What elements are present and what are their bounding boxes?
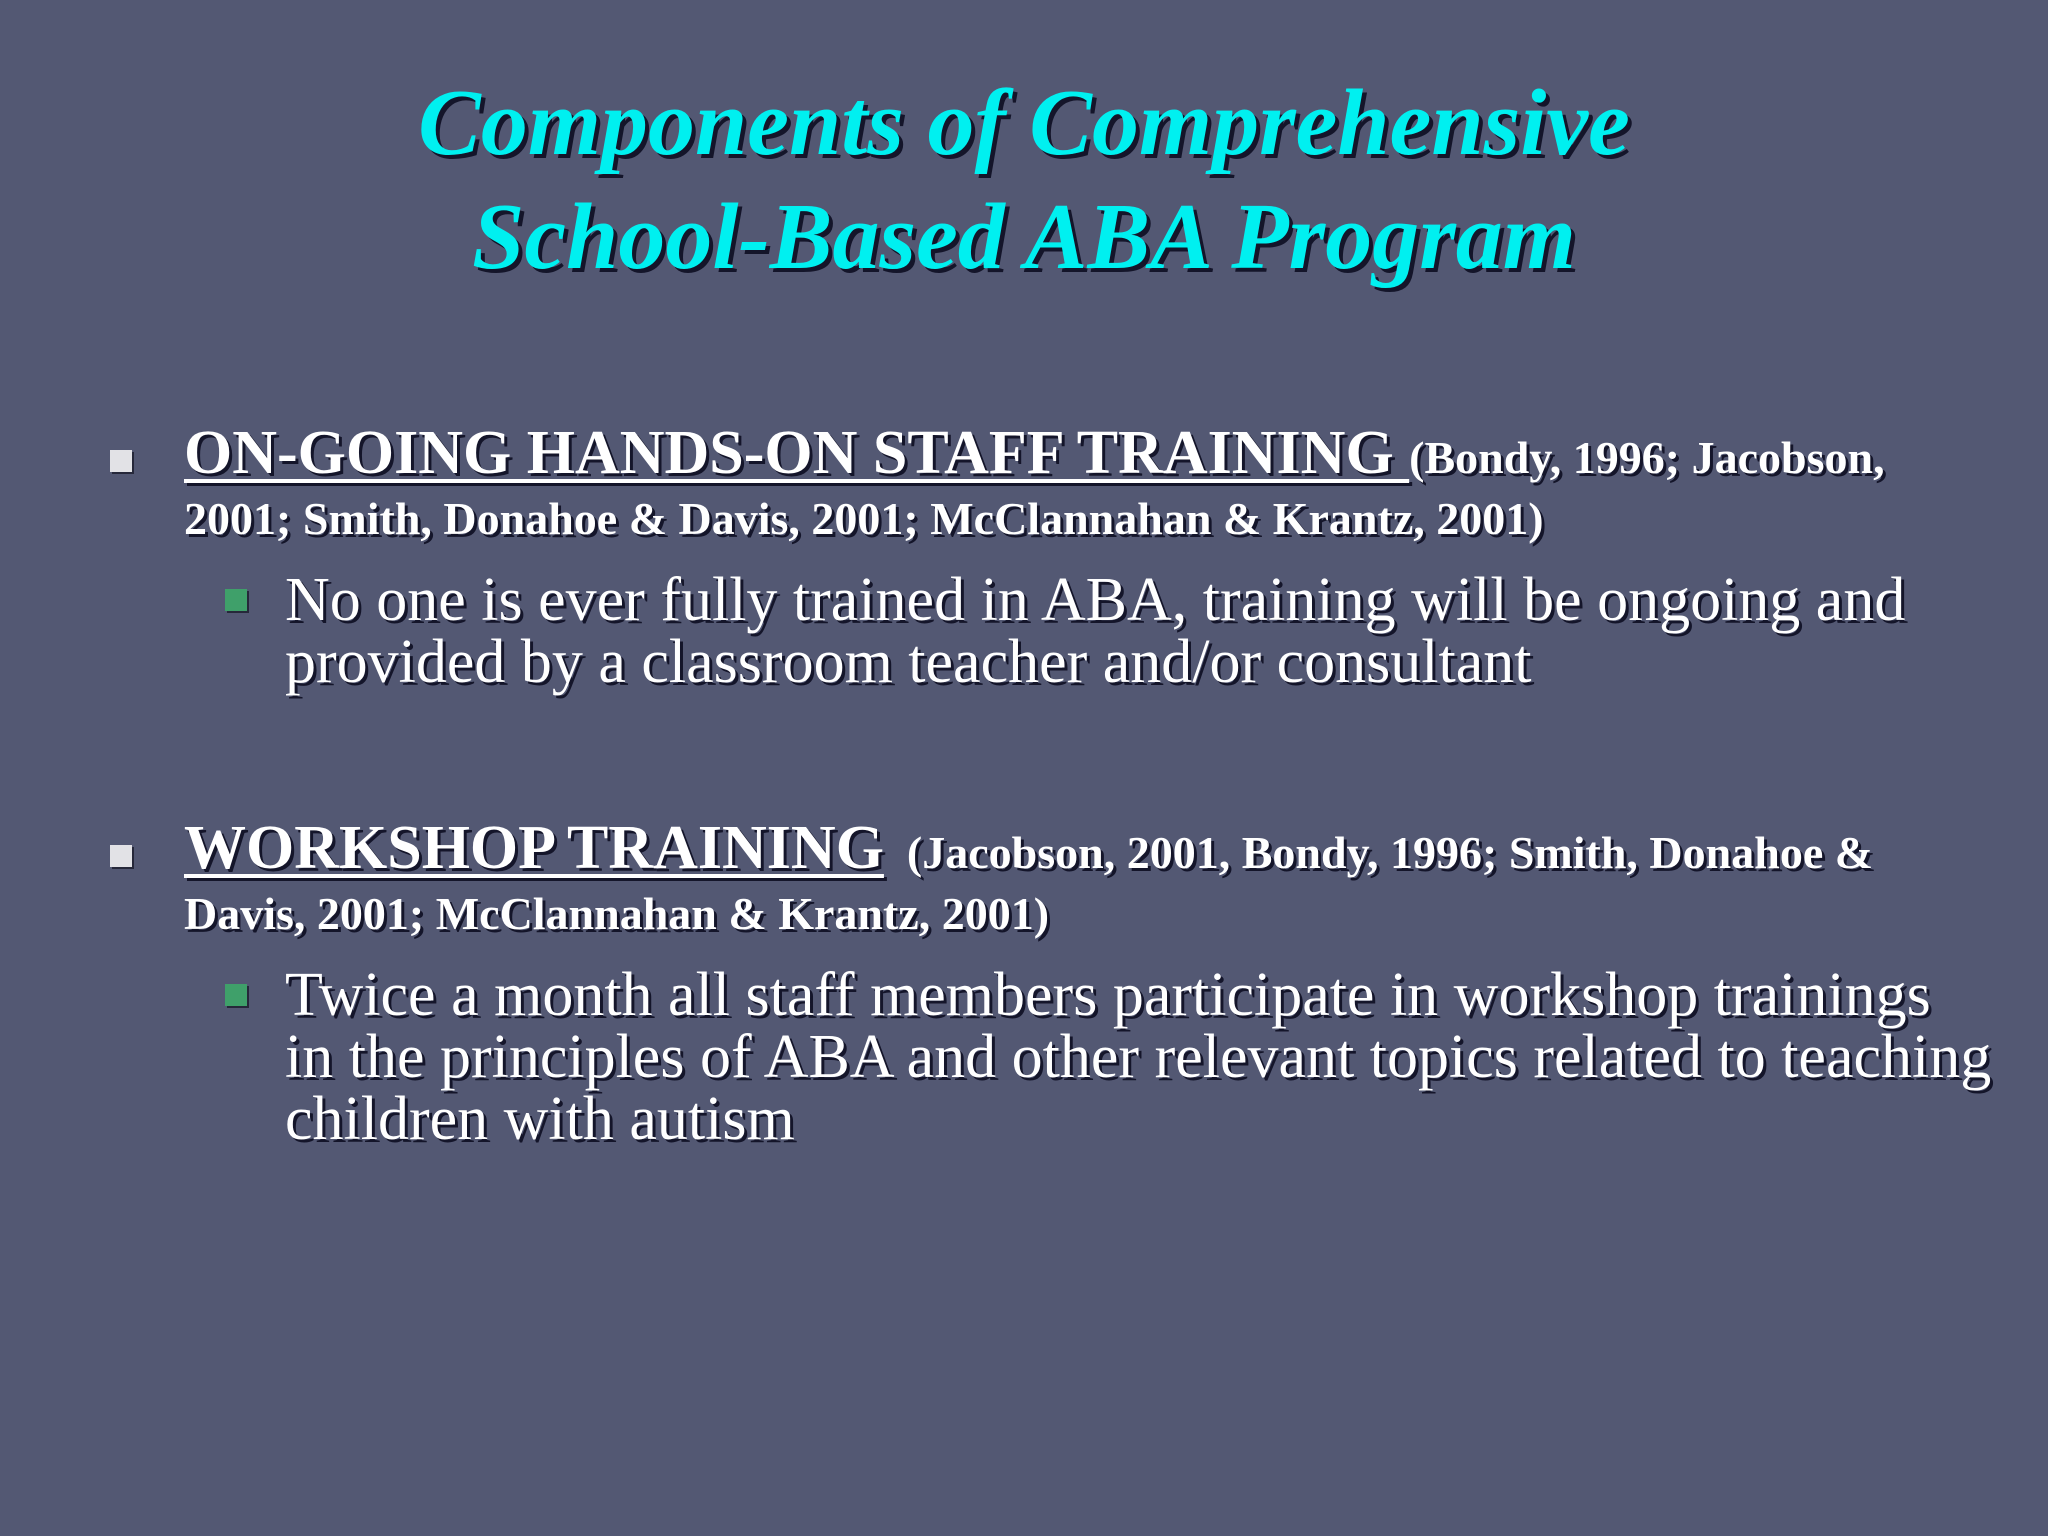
- title-line-2: School-Based ABA Program: [472, 185, 1576, 289]
- bullet-workshop-training: [110, 814, 1992, 1153]
- sub-bullet-text: Twice a month all staff members participate in workshop trainings in the principles of ABA and other relevant topics related to teaching children with autism: [285, 961, 1992, 1153]
- bullet-topic: ON-GOING HANDS-ON STAFF TRAINING: [184, 419, 1410, 487]
- sub-bullet-square-icon: [225, 589, 247, 611]
- bullet-citation: (Jacobson, 2001, Bondy, 1996; Smith, Donahoe & Davis, 2001; McClannahan & Krantz, 2001): [184, 827, 1885, 939]
- title-line-1: Components of Comprehensive: [418, 71, 1630, 175]
- sub-bullet-square-icon: [225, 984, 247, 1006]
- bullet-staff-training: [110, 419, 1940, 696]
- bullet-citation: (Bondy, 1996; Jacobson, 2001; Smith, Donahoe & Davis, 2001; McClannahan & Krantz, 2001): [184, 432, 1885, 544]
- bullet-square-icon: [110, 450, 132, 472]
- slide-title: [0, 66, 2048, 294]
- bullet-heading: [184, 419, 1940, 555]
- sub-bullet-text: No one is ever fully trained in ABA, training will be ongoing and provided by a classroom teacher and/or consultant: [285, 566, 1906, 696]
- bullet-topic: WORKSHOP TRAINING: [184, 814, 884, 882]
- sub-bullet: [273, 961, 1993, 1153]
- bullet-heading: [184, 814, 1940, 950]
- bullet-square-icon: [110, 845, 132, 867]
- sub-bullet: [273, 566, 1993, 696]
